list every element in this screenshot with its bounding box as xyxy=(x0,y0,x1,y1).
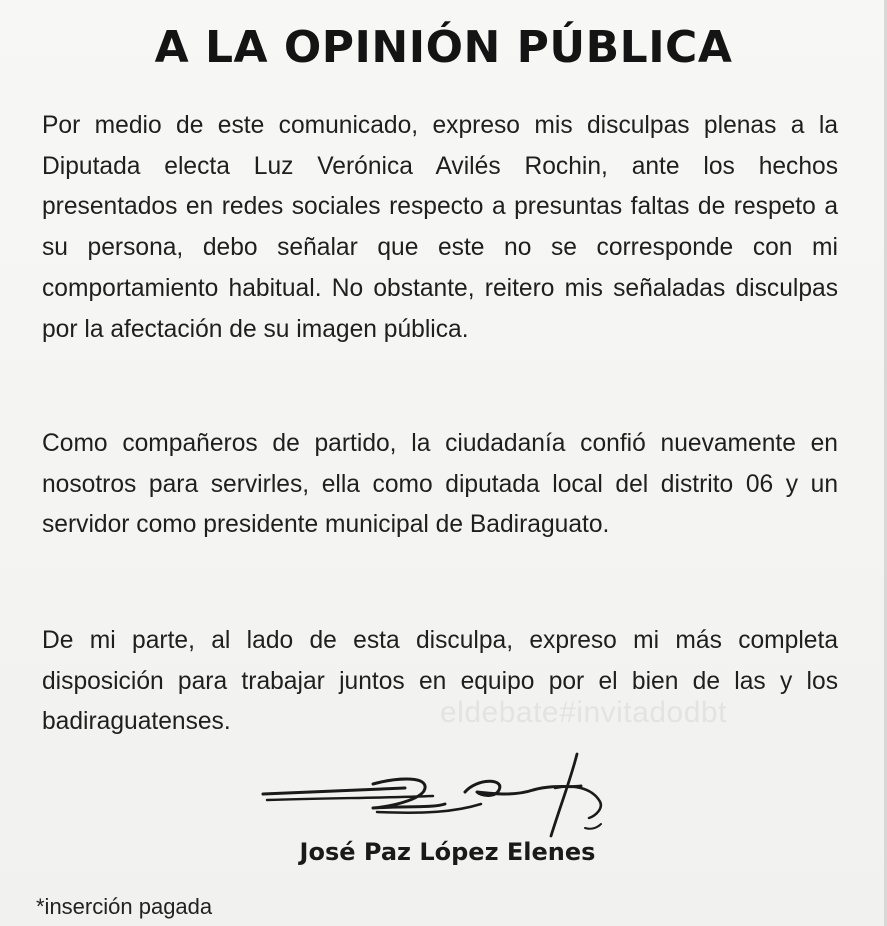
paid-insertion-note: *inserción pagada xyxy=(36,894,213,919)
notice-title: A LA OPINIÓN PÚBLICA xyxy=(154,22,733,73)
signer-name: José Paz López Elenes xyxy=(299,838,596,866)
handwritten-signature xyxy=(255,748,635,848)
watermark-text: eldebate#invitadodbt xyxy=(440,696,727,729)
paragraph-disposition: De mi parte, al lado de esta disculpa, expreso mi más completa disposición para trabajar juntos en equipo por el bien de las y los badiraguatenses. xyxy=(42,627,838,736)
paragraph-apology: Por medio de este comunicado, expreso mis disculpas plenas a la Diputada electa Luz Verónica Avilés Rochin, ante los hechos presentados en redes sociales respecto a presuntas faltas de respeto a su persona, debo señalar que este no se corresponde con mi comportamiento habitual. No obstante, reitero mis señaladas disculpas por la afectación de su imagen pública. xyxy=(42,112,838,343)
paragraph-party-context: Como compañeros de partido, la ciudadanía confió nuevamente en nosotros para servirles, ella como diputada local del distrito 06 y un servidor como presidente municipal de Badiraguato. xyxy=(42,430,838,539)
